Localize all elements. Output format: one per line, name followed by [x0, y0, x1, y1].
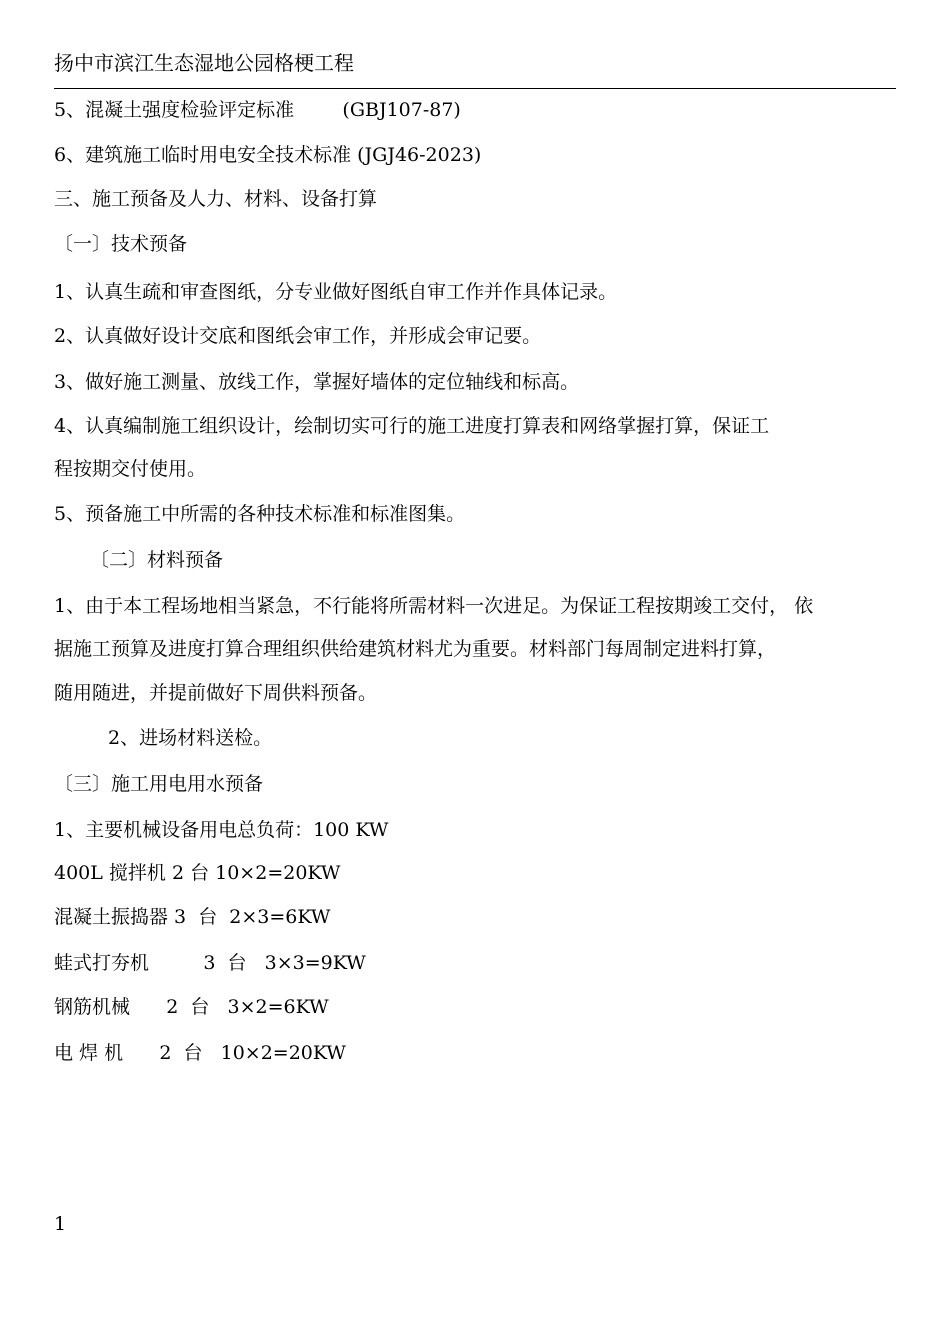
equipment-row: 蛙式打夯机 3 台 3×3=9KW: [54, 952, 366, 974]
text-line: 3、做好施工测量、放线工作，掌握好墙体的定位轴线和标高。: [54, 371, 580, 393]
text-line: 6、建筑施工临时用电安全技术标准 (JGJ46-2023): [54, 144, 482, 166]
subsection-heading: 〔一〕技术预备: [54, 233, 188, 255]
equipment-row: 电 焊 机 2 台 10×2=20KW: [54, 1042, 346, 1064]
text-line: 5、混凝土强度检验评定标准 (GBJ107-87): [54, 99, 461, 121]
text-line: 5、预备施工中所需的各种技术标准和标准图集。: [54, 503, 466, 525]
equipment-row: 混凝土振捣器 3 台 2×3=6KW: [54, 906, 331, 928]
text-line: 2、认真做好设计交底和图纸会审工作，并形成会审记要。: [54, 325, 542, 347]
subsection-heading: 〔二〕材料预备: [90, 549, 224, 571]
text-line: 随用随进，并提前做好下周供料预备。: [54, 682, 378, 704]
equipment-row: 钢筋机械 2 台 3×2=6KW: [54, 996, 329, 1018]
page-number: 1: [54, 1213, 67, 1235]
text-line: 1、认真生疏和审查图纸，分专业做好图纸自审工作并作具体记录。: [54, 281, 618, 303]
text-line: 4、认真编制施工组织设计，绘制切实可行的施工进度打算表和网络掌握打算，保证工: [54, 415, 770, 437]
text-line: 1、由于本工程场地相当紧急，不行能将所需材料一次进足。为保证工程按期竣工交付， 依: [54, 595, 814, 617]
text-line: 程按期交付使用。: [54, 458, 207, 480]
section-heading: 三、施工预备及人力、材料、设备打算: [54, 188, 378, 210]
text-line: 据施工预算及进度打算合理组织供给建筑材料尤为重要。材料部门每周制定进料打算，: [54, 638, 777, 660]
page-header: [54, 46, 896, 89]
header-title: 扬中市滨江生态湿地公园格梗工程: [54, 51, 354, 75]
text-line: 1、主要机械设备用电总负荷：100 KW: [54, 819, 389, 841]
text-line: 2、进场材料送检。: [108, 727, 273, 749]
equipment-row: 400L 搅拌机 2 台 10×2=20KW: [54, 862, 341, 884]
subsection-heading: 〔三〕施工用电用水预备: [54, 773, 264, 795]
